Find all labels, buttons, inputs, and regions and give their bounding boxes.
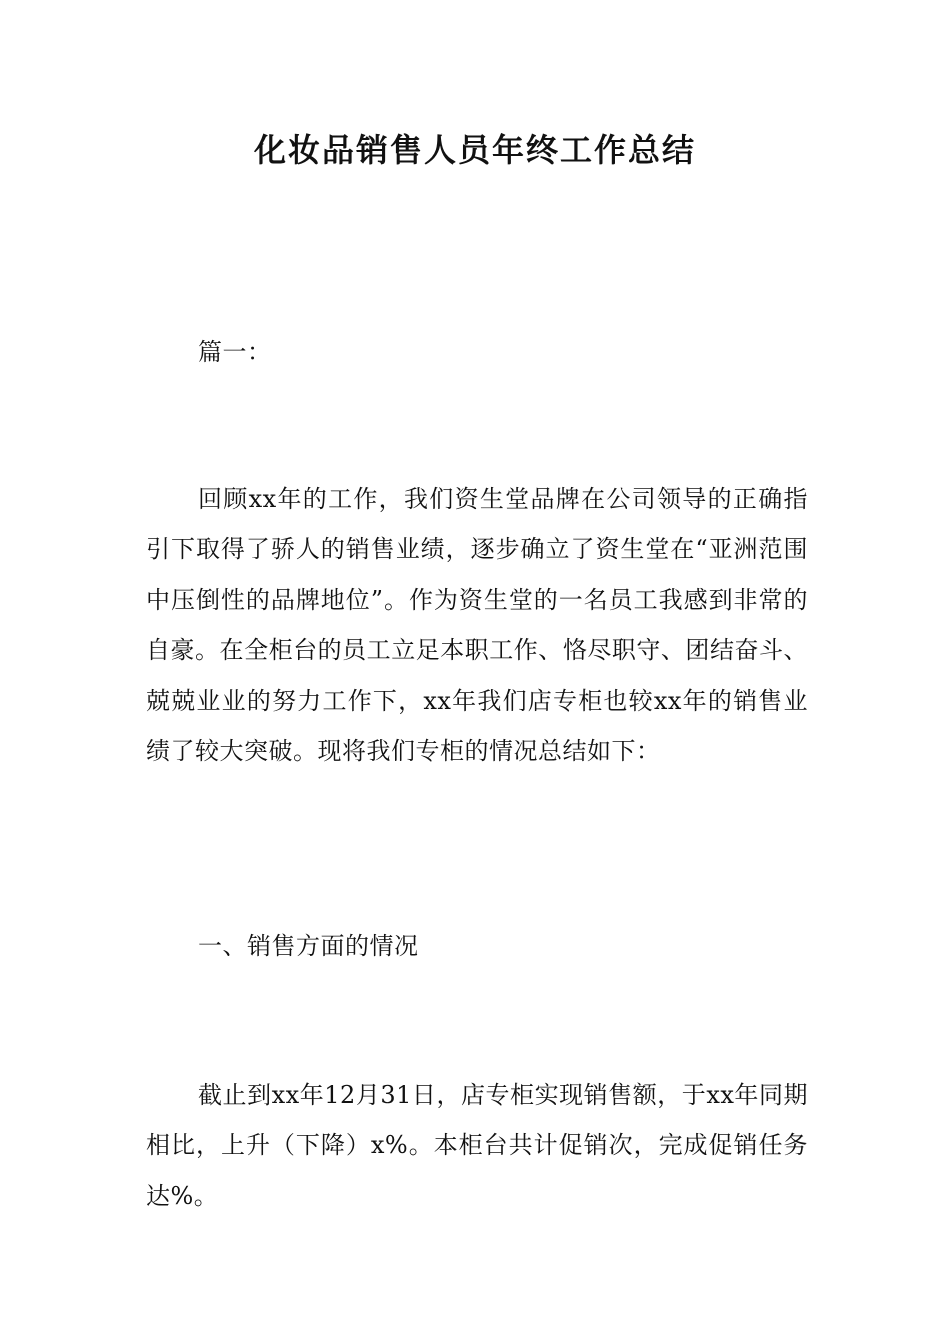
sales-paragraph: 截止到xx年12月31日，店专柜实现销售额，于xx年同期相比，上升（下降）x%。本柜台共计促销次，完成促销任务达%。 [146,1081,808,1210]
sales-section-heading: 一、销售方面的情况 [198,932,419,960]
section-label: 篇一： [198,338,272,366]
document-title: 化妆品销售人员年终工作总结 [253,131,696,169]
intro-paragraph: 回顾xx年的工作，我们资生堂品牌在公司领导的正确指引下取得了骄人的销售业绩，逐步确立了资生堂在“亚洲范围中压倒性的品牌地位”。作为资生堂的一名员工我感到非常的自豪。在全柜台的员工立足本职工作、恪尽职守、团结奋斗、兢兢业业的努力工作下，xx年我们店专柜也较xx年的销售业绩了较大突破。现将我们专柜的情况总结如下： [146,485,808,766]
